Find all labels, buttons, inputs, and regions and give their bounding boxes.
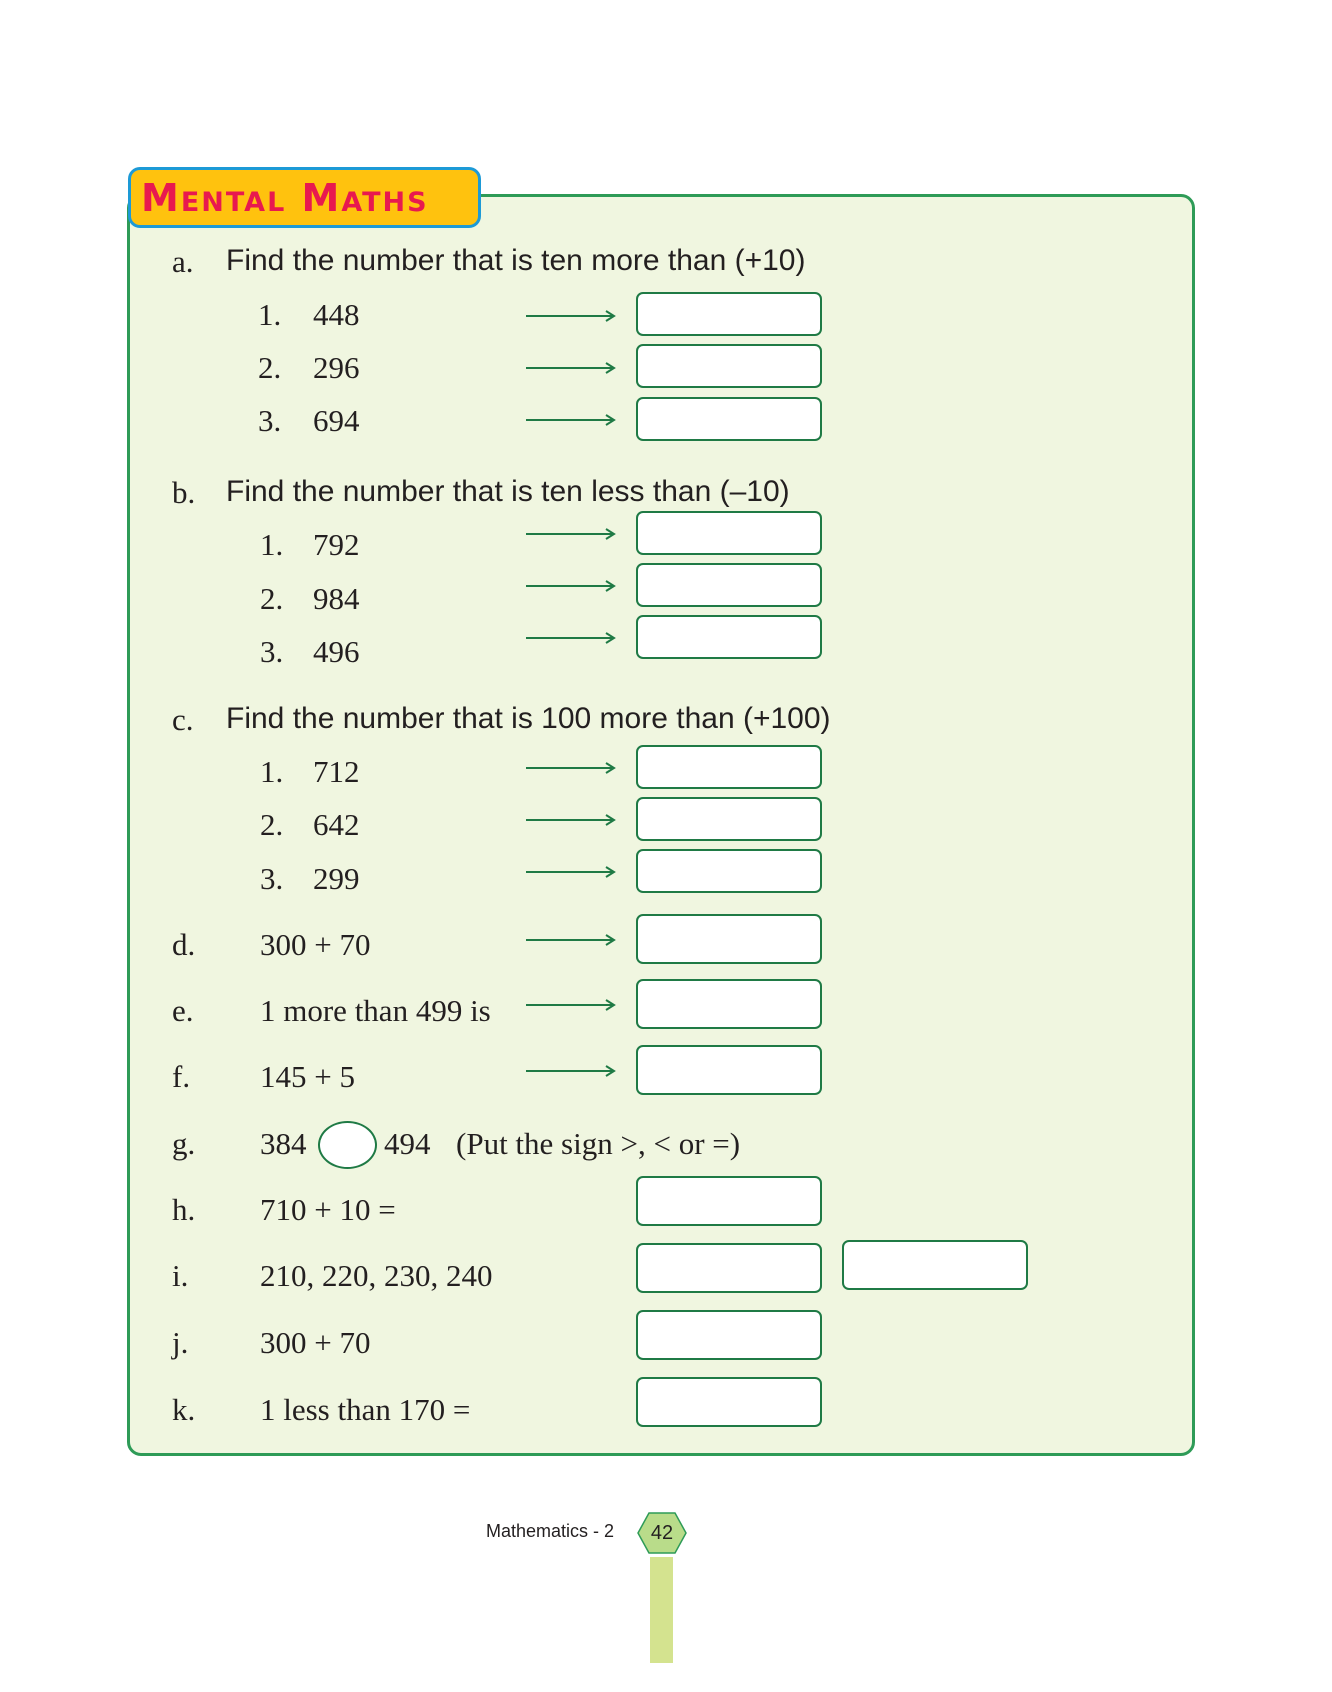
- answer-box-c3[interactable]: [636, 849, 822, 893]
- arrow-icon: [526, 934, 616, 946]
- item-f-letter: f.: [172, 1059, 191, 1094]
- answer-box-i-1[interactable]: [636, 1243, 822, 1293]
- c2-number: 2.: [260, 807, 284, 842]
- section-title: Mental Maths: [141, 175, 429, 220]
- arrow-icon: [526, 1065, 616, 1077]
- answer-box-i-2[interactable]: [842, 1240, 1028, 1290]
- b3-value: 496: [313, 634, 360, 669]
- answer-box-b1[interactable]: [636, 511, 822, 555]
- a3-value: 694: [313, 403, 360, 438]
- a3-number: 3.: [258, 403, 282, 438]
- arrow-icon: [526, 999, 616, 1011]
- section-a-prompt: Find the number that is ten more than (+10): [226, 244, 806, 277]
- answer-box-b2[interactable]: [636, 563, 822, 607]
- arrow-icon: [526, 528, 616, 540]
- a1-number: 1.: [258, 297, 282, 332]
- answer-box-b3[interactable]: [636, 615, 822, 659]
- item-e-text: 1 more than 499 is: [260, 993, 491, 1028]
- answer-box-c2[interactable]: [636, 797, 822, 841]
- a2-value: 296: [313, 350, 360, 385]
- arrow-icon: [526, 632, 616, 644]
- page-tab-bar: [650, 1557, 673, 1663]
- item-f-text: 145 + 5: [260, 1059, 355, 1094]
- page-number: 42: [650, 1521, 674, 1544]
- answer-box-h[interactable]: [636, 1176, 822, 1226]
- section-a-letter: a.: [172, 244, 194, 279]
- b3-number: 3.: [260, 634, 284, 669]
- arrow-icon: [526, 580, 616, 592]
- section-c-prompt: Find the number that is 100 more than (+100): [226, 702, 831, 735]
- b1-number: 1.: [260, 527, 284, 562]
- arrow-icon: [526, 362, 616, 374]
- item-i-letter: i.: [172, 1258, 189, 1293]
- arrow-icon: [526, 414, 616, 426]
- section-b-prompt: Find the number that is ten less than (–10): [226, 475, 790, 508]
- item-e-letter: e.: [172, 993, 194, 1028]
- item-j-letter: j.: [172, 1325, 189, 1360]
- item-g-letter: g.: [172, 1126, 196, 1161]
- arrow-icon: [526, 762, 616, 774]
- answer-box-c1[interactable]: [636, 745, 822, 789]
- c1-value: 712: [313, 754, 360, 789]
- answer-box-a3[interactable]: [636, 397, 822, 441]
- footer-subject: Mathematics - 2: [486, 1521, 615, 1541]
- item-h-letter: h.: [172, 1192, 196, 1227]
- a1-value: 448: [313, 297, 360, 332]
- section-b-letter: b.: [172, 475, 196, 510]
- item-g-note: (Put the sign >, < or =): [456, 1126, 741, 1161]
- item-g-left: 384: [260, 1126, 307, 1161]
- section-c-letter: c.: [172, 702, 194, 737]
- arrow-icon: [526, 310, 616, 322]
- item-d-text: 300 + 70: [260, 927, 371, 962]
- item-g-right: 494: [384, 1126, 431, 1161]
- answer-box-e[interactable]: [636, 979, 822, 1029]
- item-i-text: 210, 220, 230, 240: [260, 1258, 493, 1293]
- answer-box-a1[interactable]: [636, 292, 822, 336]
- c3-value: 299: [313, 861, 360, 896]
- c1-number: 1.: [260, 754, 284, 789]
- b2-value: 984: [313, 581, 360, 616]
- a2-number: 2.: [258, 350, 282, 385]
- answer-box-k[interactable]: [636, 1377, 822, 1427]
- b2-number: 2.: [260, 581, 284, 616]
- item-d-letter: d.: [172, 927, 196, 962]
- answer-box-j[interactable]: [636, 1310, 822, 1360]
- item-j-text: 300 + 70: [260, 1325, 371, 1360]
- answer-box-f[interactable]: [636, 1045, 822, 1095]
- c3-number: 3.: [260, 861, 284, 896]
- c2-value: 642: [313, 807, 360, 842]
- answer-box-d[interactable]: [636, 914, 822, 964]
- arrow-icon: [526, 866, 616, 878]
- item-k-letter: k.: [172, 1392, 196, 1427]
- answer-box-a2[interactable]: [636, 344, 822, 388]
- sign-oval-input[interactable]: [318, 1121, 377, 1169]
- item-k-text: 1 less than 170 =: [260, 1392, 471, 1427]
- arrow-icon: [526, 814, 616, 826]
- section-title-tab: [128, 167, 481, 228]
- item-h-text: 710 + 10 =: [260, 1192, 396, 1227]
- b1-value: 792: [313, 527, 360, 562]
